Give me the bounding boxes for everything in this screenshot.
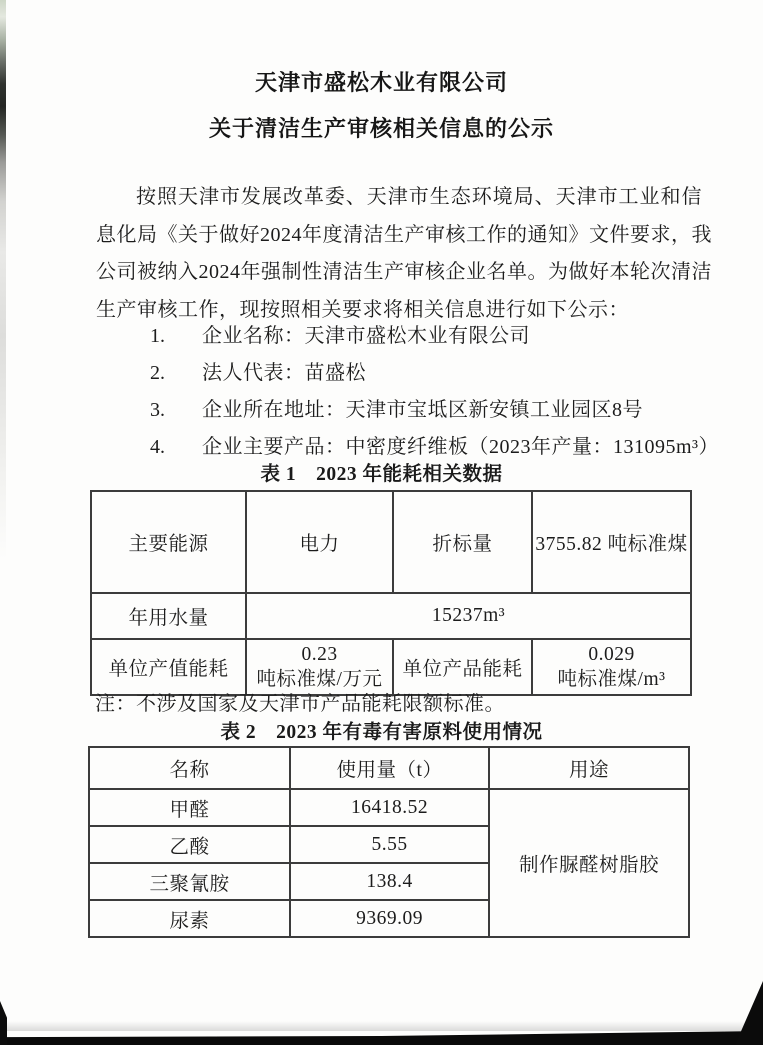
column-header: 使用量（t） [290,747,489,789]
table-cell [246,639,393,695]
table-cell: 年用水量 [91,593,246,639]
list-item-legal-representative [150,355,719,392]
paragraph-line: 公司被纳入2024年强制性清洁生产审核企业名单。为做好本轮次清洁 [96,261,712,283]
paragraph-line: 生产审核工作，现按照相关要求将相关信息进行如下公示： [96,298,629,321]
list-item-text: 企业所在地址：天津市宝坻区新安镇工业园区8号 [202,399,643,421]
table-cell: 138.4 [290,863,489,900]
table1-note: 注：不涉及国家及天津市产品能耗限额标准。 [95,693,505,715]
table-cell: 甲醛 [89,789,290,826]
table-header-row [89,747,689,789]
toxic-materials-table [88,746,690,938]
list-item-text: 法人代表：苗盛松 [202,362,366,384]
column-header: 用途 [489,747,689,789]
table2-caption: 表 2 2023 年有毒有害原料使用情况 [220,722,543,743]
table-row [91,593,691,639]
paragraph-line: 按照天津市发展改革委、天津市生态环境局、天津市工业和信 [136,186,702,208]
table-cell: 15237m³ [246,593,691,639]
list-item-address [150,392,719,429]
table-cell: 5.55 [290,826,489,863]
table-cell: 9369.09 [290,900,489,937]
list-item-number: 1. [150,325,165,347]
scan-corner-bottom-left [0,1001,7,1045]
energy-data-table [90,490,692,696]
intro-paragraph [96,179,712,329]
table-cell: 单位产品能耗 [393,639,532,695]
table1-caption: 表 1 2023 年能耗相关数据 [260,464,503,485]
info-list [150,318,719,466]
table-cell: 折标量 [393,491,532,593]
table-cell: 单位产值能耗 [91,639,246,695]
paragraph-line: 息化局《关于做好2024年度清洁生产审核工作的通知》文件要求，我 [96,223,712,246]
table-cell: 三聚氰胺 [89,863,290,900]
table-row [91,491,691,593]
table-row [91,639,691,695]
usage-merged-cell: 制作脲醛树脂胶 [489,789,689,937]
table-cell: 16418.52 [290,789,489,826]
table-cell: 电力 [246,491,393,593]
unit-line: 吨标准煤/m³ [557,669,666,690]
doc-title-subject: 关于清洁生产审核相关信息的公示 [208,116,554,141]
list-item-number: 2. [150,362,165,384]
list-item-text: 企业主要产品：中密度纤维板（2023年产量：131095m³） [202,436,720,458]
doc-title-company: 天津市盛松木业有限公司 [254,70,508,95]
table-cell: 尿素 [89,900,290,937]
table-row [89,789,689,826]
table-cell: 主要能源 [91,491,246,593]
list-item-number: 4. [150,436,165,458]
table-cell [532,639,691,695]
unit-line: 吨标准煤/万元 [256,669,383,690]
scan-shadow-bottom [0,1021,763,1031]
list-item-company-name [150,318,719,355]
table-cell: 3755.82 吨标准煤 [532,491,691,593]
value-line: 0.23 [301,644,338,665]
column-header: 名称 [89,747,290,789]
list-item-text: 企业名称：天津市盛松木业有限公司 [202,325,530,347]
value-line: 0.029 [588,644,635,665]
scan-corner-bottom-right [735,981,763,1045]
list-item-number: 3. [150,399,165,421]
table-cell: 乙酸 [89,826,290,863]
